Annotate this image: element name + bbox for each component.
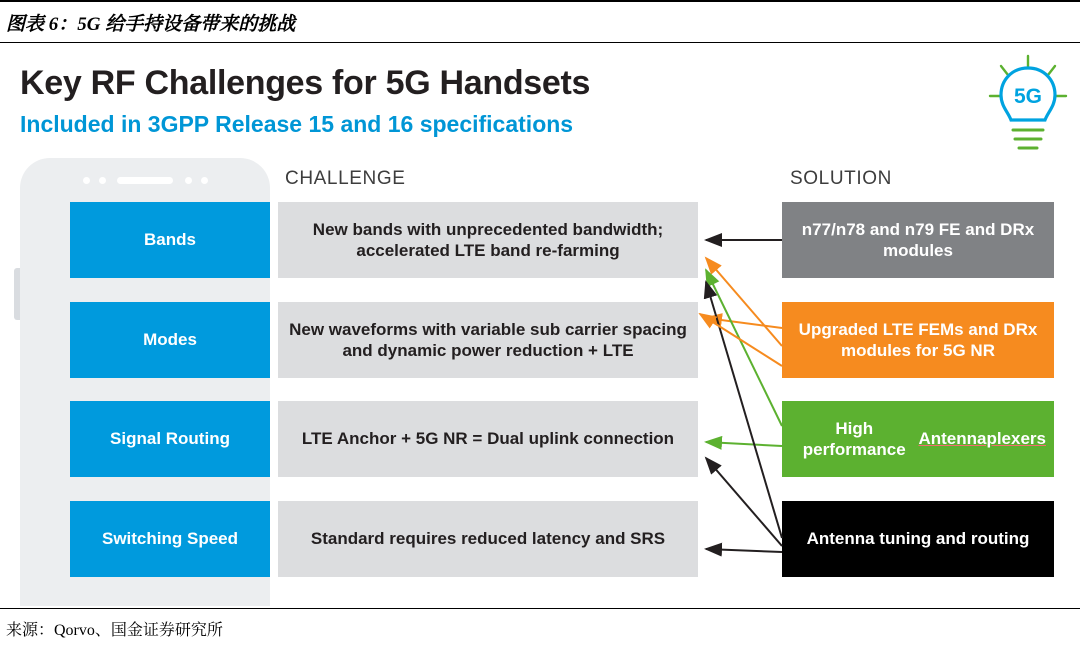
phone-sensor-dot [99, 177, 106, 184]
bulb-logo-text: 5G [1013, 85, 1043, 108]
challenge-label-switching-speed: Switching Speed [70, 501, 270, 577]
caption-bar [0, 0, 1080, 44]
solution-text-line2: Antennaplexers [918, 429, 1046, 449]
challenge-description-switching-speed: Standard requires reduced latency and SRS [278, 501, 698, 577]
slide-area [0, 46, 1080, 606]
phone-speaker [117, 177, 173, 184]
slide-title: Key RF Challenges for 5G Handsets [20, 64, 591, 102]
challenge-column-header: CHALLENGE [285, 168, 406, 189]
phone-sensor-dot [83, 177, 90, 184]
solution-box-lte-fems: Upgraded LTE FEMs and DRx modules for 5G NR [782, 302, 1054, 378]
solution-box-antenna-tuning: Antenna tuning and routing [782, 501, 1054, 577]
caption-top-rule [0, 0, 1080, 2]
source-rule [0, 608, 1080, 609]
challenge-description-modes: New waveforms with variable sub carrier spacing and dynamic power reduction + LTE [278, 302, 698, 378]
figure-caption: 图表 6：5G 给手持设备带来的挑战 [6, 14, 296, 35]
phone-sensor-dot [201, 177, 208, 184]
source-text: 来源：Qorvo、国金证券研究所 [6, 622, 223, 639]
phone-sensor-dot [185, 177, 192, 184]
challenge-label-modes: Modes [70, 302, 270, 378]
lightbulb-5g-logo-icon [985, 54, 1071, 166]
solution-box-fe-modules: n77/n78 and n79 FE and DRx modules [782, 202, 1054, 278]
challenge-label-bands: Bands [70, 202, 270, 278]
solution-column-header: SOLUTION [790, 168, 892, 189]
challenge-description-signal-routing: LTE Anchor + 5G NR = Dual uplink connection [278, 401, 698, 477]
challenge-description-bands: New bands with unprecedented bandwidth; accelerated LTE band re-farming [278, 202, 698, 278]
phone-side-button [14, 268, 20, 320]
slide-subtitle: Included in 3GPP Release 15 and 16 specifications [20, 111, 574, 137]
solution-box-antennaplexers [782, 401, 1054, 477]
challenge-label-signal-routing: Signal Routing [70, 401, 270, 477]
caption-bottom-rule [0, 42, 1080, 43]
solution-text-line1: High performance [802, 418, 906, 459]
